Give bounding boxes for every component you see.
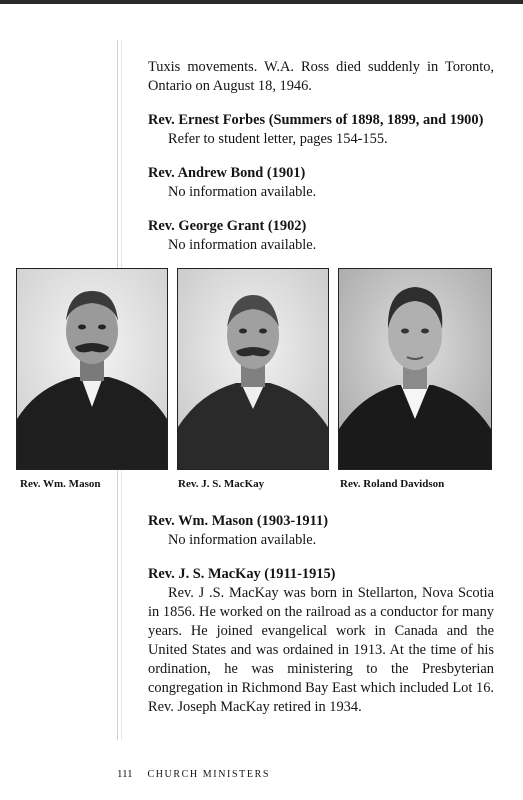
entry-wm-mason (148, 512, 494, 550)
entry-andrew-bond (148, 164, 494, 202)
entry-george-grant (148, 217, 494, 255)
portrait-captions (16, 478, 492, 494)
entry-ernest-forbes (148, 111, 494, 149)
entry-body: No information available. (168, 184, 317, 200)
caption-js-mackay: Rev. J. S. MacKay (178, 478, 265, 490)
lower-text-block (148, 512, 494, 717)
entry-heading: Rev. Andrew Bond (1901) (148, 165, 306, 181)
entry-heading: Rev. Ernest Forbes (Summers of 1898, 1899, and 1900) (148, 112, 484, 128)
caption-roland-davidson: Rev. Roland Davidson (340, 478, 445, 490)
entry-body: Rev. J .S. MacKay was born in Stellarton, Nova Scotia in 1856. He worked on the railroad as a conductor for many years. He joined evangelical work in Canada and the United States and was ordained in 1913. At the time of his ordination, he was ministering to the Presbyterian congregation in Richmond Bay East which included Lot 16. Rev. Joseph MacKay retired in 1934. (148, 585, 494, 715)
entry-heading: Rev. Wm. Mason (1903-1911) (148, 513, 329, 529)
entry-js-mackay (148, 565, 494, 717)
entry-heading: Rev. J. S. MacKay (1911-1915) (148, 566, 336, 582)
entry-heading: Rev. George Grant (1902) (148, 218, 307, 234)
portrait-photo-roland-davidson (338, 268, 492, 470)
page-footer (117, 768, 270, 780)
intro-paragraph: Tuxis movements. W.A. Ross died suddenly in Toronto, Ontario on August 18, 1946. (148, 59, 494, 94)
portrait-row (16, 268, 492, 468)
portrait-photo-wm-mason (16, 268, 168, 470)
portrait-photo-js-mackay (177, 268, 329, 470)
entry-body: No information available. (168, 532, 317, 548)
page-number: 111 (117, 768, 133, 780)
upper-text-block (148, 58, 494, 255)
top-rule (0, 0, 523, 4)
entry-body: Refer to student letter, pages 154-155. (168, 131, 388, 147)
running-title: CHURCH MINISTERS (147, 769, 270, 780)
entry-body: No information available. (168, 237, 317, 253)
caption-wm-mason: Rev. Wm. Mason (20, 478, 101, 490)
